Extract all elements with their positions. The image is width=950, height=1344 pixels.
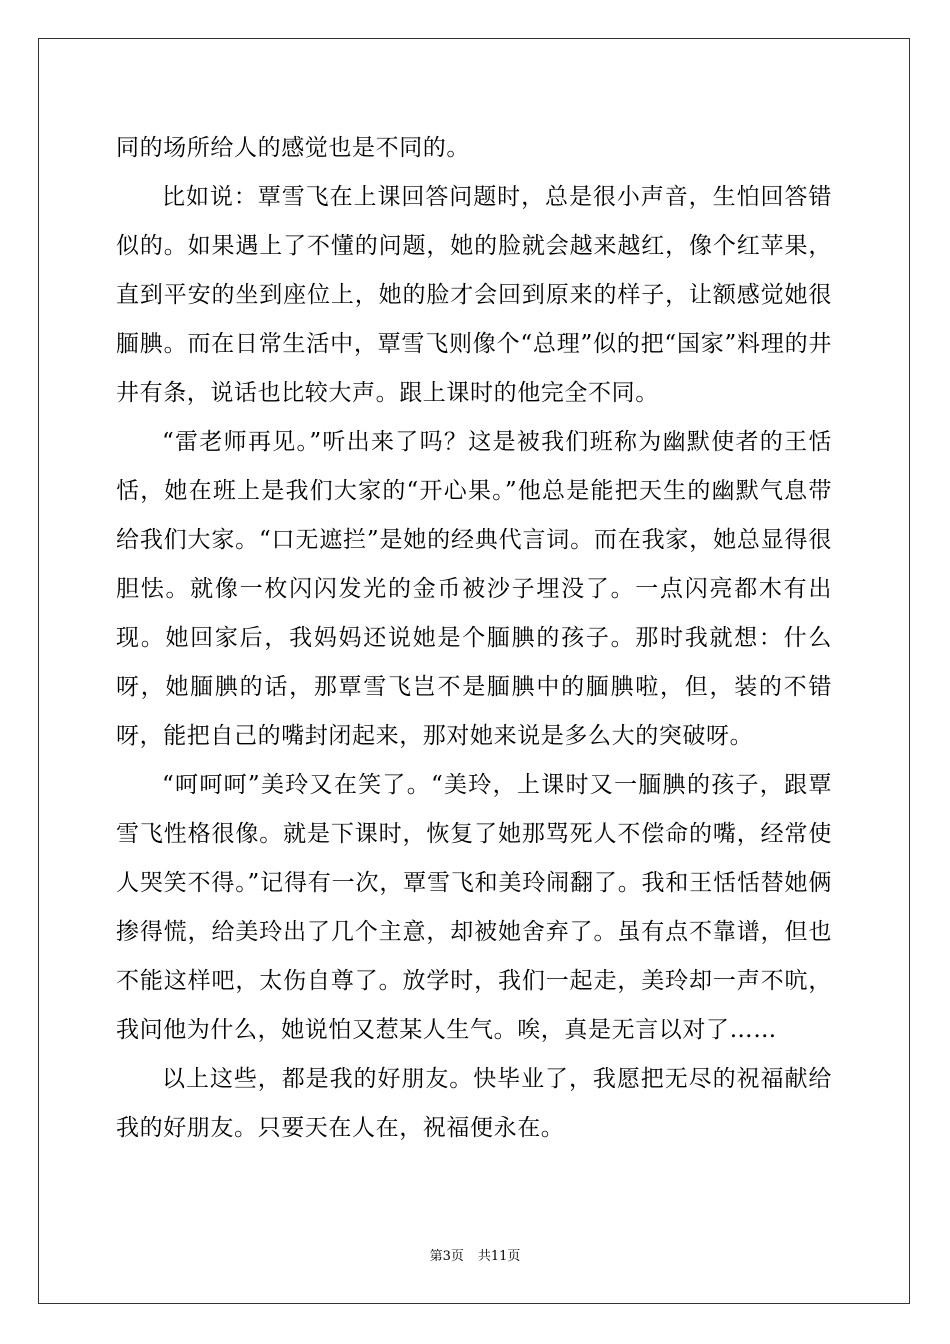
page-number: 第3页	[429, 1249, 464, 1264]
page-total: 共11页	[477, 1249, 521, 1264]
paragraph-4: “呵呵呵”美玲又在笑了。“美玲，上课时又一腼腆的孩子，跟覃雪飞性格很像。就是下课时，恢复了她那骂死人不偿命的嘴，经常使人哭笑不得。”记得有一次，覃雪飞和美玲闹翻了。我和王恬恬替她俩掺得慌，给美玲出了几个主意，却被她舍弃了。虽有点不靠谱，但也不能这样吧，太伤自尊了。放学时，我们一起走，美玲却一声不吭，我问他为什么，她说怕又惹某人生气。唉，真是无言以对了……	[116, 772, 832, 1043]
paragraph-1: 同的场所给人的感觉也是不同的。	[116, 135, 470, 161]
document-body	[116, 124, 832, 1153]
paragraph-3: “雷老师再见。”听出来了吗？这是被我们班称为幽默使者的王恬恬，她在班上是我们大家的“开心果。”他总是能把天生的幽默气息带给我们大家。“口无遮拦”是她的经典代言词。而在我家，她总显得很胆怯。就像一枚闪闪发光的金币被沙子埋没了。一点闪亮都木有出现。她回家后，我妈妈还说她是个腼腆的孩子。那时我就想：什么呀，她腼腆的话，那覃雪飞岂不是腼腆中的腼腆啦，但，装的不错呀，能把自己的嘴封闭起来，那对她来说是多么大的突破呀。	[116, 429, 832, 749]
paragraph-5: 以上这些，都是我的好朋友。快毕业了，我愿把无尽的祝福献给我的好朋友。只要天在人在，祝福便永在。	[116, 1066, 832, 1141]
page-footer	[0, 1249, 950, 1265]
paragraph-2: 比如说：覃雪飞在上课回答问题时，总是很小声音，生怕回答错似的。如果遇上了不懂的问题，她的脸就会越来越红，像个红苹果，直到平安的坐到座位上，她的脸才会回到原来的样子，让额感觉她很腼腆。而在日常生活中，覃雪飞则像个“总理”似的把“国家”料理的井井有条，说话也比较大声。跟上课时的他完全不同。	[116, 184, 832, 406]
